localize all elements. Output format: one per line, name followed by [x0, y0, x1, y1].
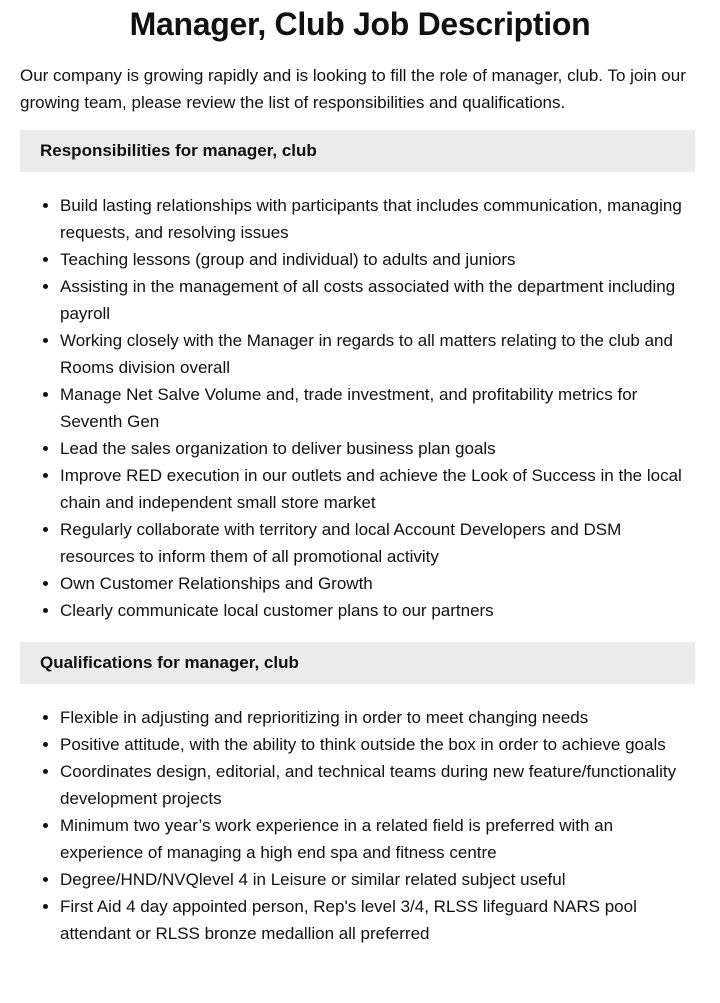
list-item: • Clearly communicate local customer plans to our partners [60, 597, 700, 624]
responsibilities-heading: Responsibilities for manager, club [20, 130, 695, 172]
list-item: • Degree/HND/NVQlevel 4 in Leisure or similar related subject useful [60, 866, 700, 893]
list-item: • Minimum two year’s work experience in a related field is preferred with an experience of managing a high end spa and fitness centre [60, 812, 700, 866]
responsibilities-list [0, 192, 700, 624]
list-item: • Working closely with the Manager in regards to all matters relating to the club and Rooms division overall [60, 327, 700, 381]
list-item: • Improve RED execution in our outlets and achieve the Look of Success in the local chain and independent small store market [60, 462, 700, 516]
list-item: • Flexible in adjusting and reprioritizing in order to meet changing needs [60, 704, 700, 731]
list-item: • Lead the sales organization to deliver business plan goals [60, 435, 700, 462]
list-item: • Coordinates design, editorial, and technical teams during new feature/functionality development projects [60, 758, 700, 812]
list-item: • First Aid 4 day appointed person, Rep's level 3/4, RLSS lifeguard NARS pool attendant or RLSS bronze medallion all preferred [60, 893, 700, 947]
intro-paragraph: Our company is growing rapidly and is looking to fill the role of manager, club. To join our growing team, please review the list of responsibilities and qualifications. [20, 66, 686, 112]
list-item: • Build lasting relationships with participants that includes communication, managing requests, and resolving issues [60, 192, 700, 246]
list-item: • Manage Net Salve Volume and, trade investment, and profitability metrics for Seventh Gen [60, 381, 700, 435]
list-item: • Positive attitude, with the ability to think outside the box in order to achieve goals [60, 731, 700, 758]
qualifications-list [0, 704, 700, 947]
page-title: Manager, Club Job Description [129, 6, 591, 42]
qualifications-heading: Qualifications for manager, club [20, 642, 695, 684]
list-item: • Teaching lessons (group and individual) to adults and juniors [60, 246, 700, 273]
list-item: • Own Customer Relationships and Growth [60, 570, 700, 597]
list-item: • Assisting in the management of all costs associated with the department including payroll [60, 273, 700, 327]
list-item: • Regularly collaborate with territory and local Account Developers and DSM resources to inform them of all promotional activity [60, 516, 700, 570]
